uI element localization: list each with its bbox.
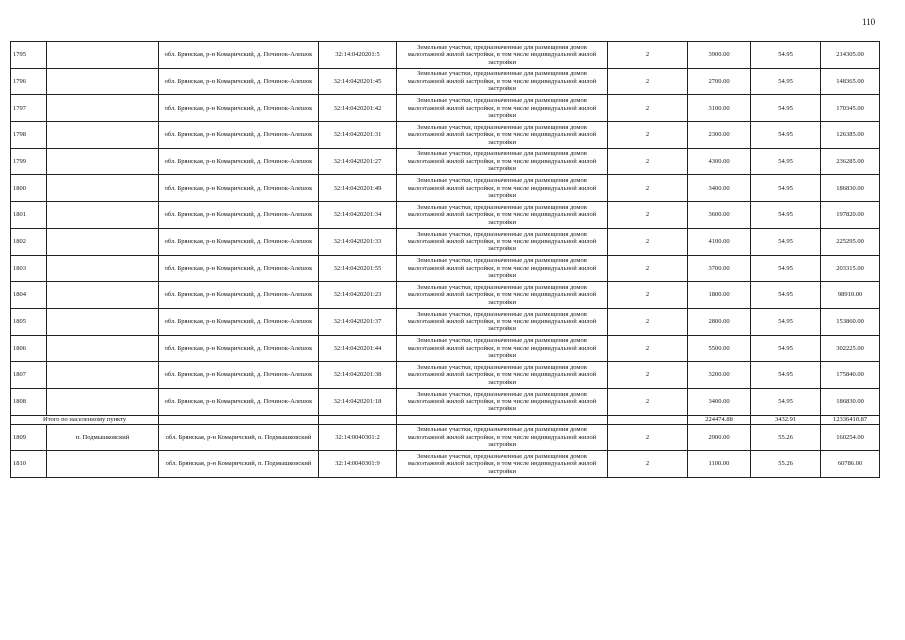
row-price: 54.95 bbox=[751, 95, 821, 122]
row-area: 2900.00 bbox=[688, 424, 751, 451]
row-price: 54.95 bbox=[751, 68, 821, 95]
row-category: 2 bbox=[608, 42, 688, 69]
row-price: 54.95 bbox=[751, 335, 821, 362]
row-price: 54.95 bbox=[751, 282, 821, 309]
row-category: 2 bbox=[608, 175, 688, 202]
row-number: 1806 bbox=[11, 335, 47, 362]
row-area: 3900.00 bbox=[688, 42, 751, 69]
empty-cell bbox=[47, 95, 159, 122]
row-land-use: Земельные участки, предназначенные для размещения домов малоэтажной жилой застройки, в том числе индивидуальной жилой застройки bbox=[397, 388, 608, 415]
row-land-use: Земельные участки, предназначенные для размещения домов малоэтажной жилой застройки, в том числе индивидуальной жилой застройки bbox=[397, 362, 608, 389]
row-address: обл. Брянская, р-н Комаричский, д. Починок-Алешок bbox=[159, 362, 319, 389]
row-address: обл. Брянская, р-н Комаричский, п. Подмышковский bbox=[159, 424, 319, 451]
row-land-use: Земельные участки, предназначенные для размещения домов малоэтажной жилой застройки, в том числе индивидуальной жилой застройки bbox=[397, 451, 608, 478]
row-area: 2800.00 bbox=[688, 308, 751, 335]
row-total: 197820.00 bbox=[821, 202, 880, 229]
table-row bbox=[11, 148, 880, 175]
row-address: обл. Брянская, р-н Комаричский, д. Починок-Алешок bbox=[159, 122, 319, 149]
row-cadastral-number: 32:14:0420201:38 bbox=[319, 362, 397, 389]
row-total: 98910.00 bbox=[821, 282, 880, 309]
row-number: 1803 bbox=[11, 255, 47, 282]
table-body-section-b bbox=[11, 424, 880, 477]
row-land-use: Земельные участки, предназначенные для размещения домов малоэтажной жилой застройки, в том числе индивидуальной жилой застройки bbox=[397, 308, 608, 335]
subtotal-total: 12336410.87 bbox=[821, 415, 880, 424]
row-total: 225295.00 bbox=[821, 228, 880, 255]
row-price: 54.95 bbox=[751, 228, 821, 255]
row-category: 2 bbox=[608, 451, 688, 478]
row-cadastral-number: 32:14:0420201:42 bbox=[319, 95, 397, 122]
row-area: 1800.00 bbox=[688, 282, 751, 309]
table-row bbox=[11, 122, 880, 149]
empty-cell bbox=[47, 451, 159, 478]
table-row bbox=[11, 228, 880, 255]
row-land-use: Земельные участки, предназначенные для размещения домов малоэтажной жилой застройки, в том числе индивидуальной жилой застройки bbox=[397, 68, 608, 95]
row-land-use: Земельные участки, предназначенные для размещения домов малоэтажной жилой застройки, в том числе индивидуальной жилой застройки bbox=[397, 202, 608, 229]
empty-cell bbox=[47, 308, 159, 335]
row-land-use: Земельные участки, предназначенные для размещения домов малоэтажной жилой застройки, в том числе индивидуальной жилой застройки bbox=[397, 122, 608, 149]
row-number: 1810 bbox=[11, 451, 47, 478]
row-category: 2 bbox=[608, 335, 688, 362]
row-total: 186830.00 bbox=[821, 388, 880, 415]
row-area: 3600.00 bbox=[688, 202, 751, 229]
table-row bbox=[11, 175, 880, 202]
row-price: 54.95 bbox=[751, 308, 821, 335]
row-land-use: Земельные участки, предназначенные для размещения домов малоэтажной жилой застройки, в том числе индивидуальной жилой застройки bbox=[397, 175, 608, 202]
row-category: 2 bbox=[608, 148, 688, 175]
table-body-section-a bbox=[11, 42, 880, 416]
row-number: 1809 bbox=[11, 424, 47, 451]
row-address: обл. Брянская, р-н Комаричский, д. Починок-Алешок bbox=[159, 388, 319, 415]
row-address: обл. Брянская, р-н Комаричский, д. Починок-Алешок bbox=[159, 68, 319, 95]
land-plots-table bbox=[10, 41, 880, 478]
page-number: 110 bbox=[862, 17, 876, 27]
subtotal-empty-cell bbox=[159, 415, 319, 424]
empty-cell bbox=[47, 388, 159, 415]
row-category: 2 bbox=[608, 362, 688, 389]
row-total: 170345.00 bbox=[821, 95, 880, 122]
empty-cell bbox=[47, 175, 159, 202]
empty-cell bbox=[47, 228, 159, 255]
table-row bbox=[11, 451, 880, 478]
row-category: 2 bbox=[608, 255, 688, 282]
subtotal-area: 224474.88 bbox=[688, 415, 751, 424]
row-number: 1804 bbox=[11, 282, 47, 309]
row-cadastral-number: 32:14:0040301:2 bbox=[319, 424, 397, 451]
row-total: 126385.00 bbox=[821, 122, 880, 149]
subtotal-empty-cell bbox=[319, 415, 397, 424]
row-area: 2700.00 bbox=[688, 68, 751, 95]
row-number: 1796 bbox=[11, 68, 47, 95]
table-row bbox=[11, 308, 880, 335]
row-number: 1798 bbox=[11, 122, 47, 149]
row-category: 2 bbox=[608, 68, 688, 95]
row-total: 153860.00 bbox=[821, 308, 880, 335]
row-land-use: Земельные участки, предназначенные для размещения домов малоэтажной жилой застройки, в том числе индивидуальной жилой застройки bbox=[397, 42, 608, 69]
table-row bbox=[11, 362, 880, 389]
empty-cell bbox=[47, 122, 159, 149]
row-total: 175840.00 bbox=[821, 362, 880, 389]
row-land-use: Земельные участки, предназначенные для размещения домов малоэтажной жилой застройки, в том числе индивидуальной жилой застройки bbox=[397, 95, 608, 122]
row-land-use: Земельные участки, предназначенные для размещения домов малоэтажной жилой застройки, в том числе индивидуальной жилой застройки bbox=[397, 424, 608, 451]
row-cadastral-number: 32:14:0420201:31 bbox=[319, 122, 397, 149]
table-row bbox=[11, 42, 880, 69]
row-address: обл. Брянская, р-н Комаричский, д. Починок-Алешок bbox=[159, 42, 319, 69]
row-cadastral-number: 32:14:0420201:49 bbox=[319, 175, 397, 202]
empty-cell bbox=[47, 202, 159, 229]
row-land-use: Земельные участки, предназначенные для размещения домов малоэтажной жилой застройки, в том числе индивидуальной жилой застройки bbox=[397, 228, 608, 255]
row-price: 54.95 bbox=[751, 175, 821, 202]
row-address: обл. Брянская, р-н Комаричский, д. Починок-Алешок bbox=[159, 95, 319, 122]
row-area: 3700.00 bbox=[688, 255, 751, 282]
row-number: 1795 bbox=[11, 42, 47, 69]
row-area: 4300.00 bbox=[688, 148, 751, 175]
empty-cell bbox=[47, 68, 159, 95]
subtotal-label: Итого по населенному пункту bbox=[11, 415, 159, 424]
table-body-subtotal bbox=[11, 415, 880, 424]
row-address: обл. Брянская, р-н Комаричский, п. Подмышковский bbox=[159, 451, 319, 478]
row-category: 2 bbox=[608, 228, 688, 255]
subtotal-price: 3432.91 bbox=[751, 415, 821, 424]
row-price: 55.26 bbox=[751, 451, 821, 478]
row-area: 2300.00 bbox=[688, 122, 751, 149]
row-price: 54.95 bbox=[751, 362, 821, 389]
row-total: 203315.00 bbox=[821, 255, 880, 282]
row-address: обл. Брянская, р-н Комаричский, д. Починок-Алешок bbox=[159, 228, 319, 255]
row-category: 2 bbox=[608, 282, 688, 309]
row-total: 160254.00 bbox=[821, 424, 880, 451]
row-area: 3400.00 bbox=[688, 175, 751, 202]
row-land-use: Земельные участки, предназначенные для размещения домов малоэтажной жилой застройки, в том числе индивидуальной жилой застройки bbox=[397, 148, 608, 175]
row-price: 54.95 bbox=[751, 388, 821, 415]
row-total: 186830.00 bbox=[821, 175, 880, 202]
table-row bbox=[11, 424, 880, 451]
row-cadastral-number: 32:14:0420201:45 bbox=[319, 68, 397, 95]
row-total: 236285.00 bbox=[821, 148, 880, 175]
table-row bbox=[11, 68, 880, 95]
subtotal-empty-cell bbox=[397, 415, 608, 424]
row-area: 3400.00 bbox=[688, 388, 751, 415]
row-price: 54.95 bbox=[751, 148, 821, 175]
row-cadastral-number: 32:14:0420201:18 bbox=[319, 388, 397, 415]
row-cadastral-number: 32:14:0420201:5 bbox=[319, 42, 397, 69]
row-cadastral-number: 32:14:0420201:23 bbox=[319, 282, 397, 309]
row-number: 1800 bbox=[11, 175, 47, 202]
table-row bbox=[11, 95, 880, 122]
settlement-name: п. Подмышковский bbox=[47, 424, 159, 451]
row-cadastral-number: 32:14:0040301:9 bbox=[319, 451, 397, 478]
subtotal-empty-cell bbox=[608, 415, 688, 424]
table-row bbox=[11, 202, 880, 229]
row-number: 1799 bbox=[11, 148, 47, 175]
row-category: 2 bbox=[608, 424, 688, 451]
row-total: 60786.00 bbox=[821, 451, 880, 478]
row-number: 1801 bbox=[11, 202, 47, 229]
row-cadastral-number: 32:14:0420201:44 bbox=[319, 335, 397, 362]
row-number: 1805 bbox=[11, 308, 47, 335]
row-category: 2 bbox=[608, 388, 688, 415]
row-total: 302225.00 bbox=[821, 335, 880, 362]
row-area: 3100.00 bbox=[688, 95, 751, 122]
empty-cell bbox=[47, 42, 159, 69]
row-land-use: Земельные участки, предназначенные для размещения домов малоэтажной жилой застройки, в том числе индивидуальной жилой застройки bbox=[397, 282, 608, 309]
row-price: 54.95 bbox=[751, 122, 821, 149]
empty-cell bbox=[47, 148, 159, 175]
row-number: 1797 bbox=[11, 95, 47, 122]
row-area: 4100.00 bbox=[688, 228, 751, 255]
row-address: обл. Брянская, р-н Комаричский, д. Починок-Алешок bbox=[159, 175, 319, 202]
table-row bbox=[11, 335, 880, 362]
row-total: 148365.00 bbox=[821, 68, 880, 95]
empty-cell bbox=[47, 335, 159, 362]
row-cadastral-number: 32:14:0420201:27 bbox=[319, 148, 397, 175]
row-address: обл. Брянская, р-н Комаричский, д. Починок-Алешок bbox=[159, 308, 319, 335]
row-number: 1808 bbox=[11, 388, 47, 415]
row-area: 3200.00 bbox=[688, 362, 751, 389]
row-category: 2 bbox=[608, 308, 688, 335]
row-cadastral-number: 32:14:0420201:33 bbox=[319, 228, 397, 255]
row-address: обл. Брянская, р-н Комаричский, д. Починок-Алешок bbox=[159, 282, 319, 309]
row-category: 2 bbox=[608, 95, 688, 122]
row-address: обл. Брянская, р-н Комаричский, д. Починок-Алешок bbox=[159, 255, 319, 282]
row-cadastral-number: 32:14:0420201:55 bbox=[319, 255, 397, 282]
row-price: 54.95 bbox=[751, 202, 821, 229]
row-price: 54.95 bbox=[751, 42, 821, 69]
row-number: 1802 bbox=[11, 228, 47, 255]
row-area: 5500.00 bbox=[688, 335, 751, 362]
row-total: 214305.00 bbox=[821, 42, 880, 69]
row-category: 2 bbox=[608, 202, 688, 229]
row-land-use: Земельные участки, предназначенные для размещения домов малоэтажной жилой застройки, в том числе индивидуальной жилой застройки bbox=[397, 335, 608, 362]
row-category: 2 bbox=[608, 122, 688, 149]
empty-cell bbox=[47, 282, 159, 309]
row-price: 54.95 bbox=[751, 255, 821, 282]
row-address: обл. Брянская, р-н Комаричский, д. Починок-Алешок bbox=[159, 335, 319, 362]
row-area: 1100.00 bbox=[688, 451, 751, 478]
empty-cell bbox=[47, 362, 159, 389]
table-row bbox=[11, 282, 880, 309]
row-price: 55.26 bbox=[751, 424, 821, 451]
row-address: обл. Брянская, р-н Комаричский, д. Починок-Алешок bbox=[159, 202, 319, 229]
empty-cell bbox=[47, 255, 159, 282]
table-row bbox=[11, 255, 880, 282]
subtotal-row bbox=[11, 415, 880, 424]
row-cadastral-number: 32:14:0420201:37 bbox=[319, 308, 397, 335]
row-address: обл. Брянская, р-н Комаричский, д. Починок-Алешок bbox=[159, 148, 319, 175]
table-row bbox=[11, 388, 880, 415]
row-land-use: Земельные участки, предназначенные для размещения домов малоэтажной жилой застройки, в том числе индивидуальной жилой застройки bbox=[397, 255, 608, 282]
row-number: 1807 bbox=[11, 362, 47, 389]
row-cadastral-number: 32:14:0420201:34 bbox=[319, 202, 397, 229]
